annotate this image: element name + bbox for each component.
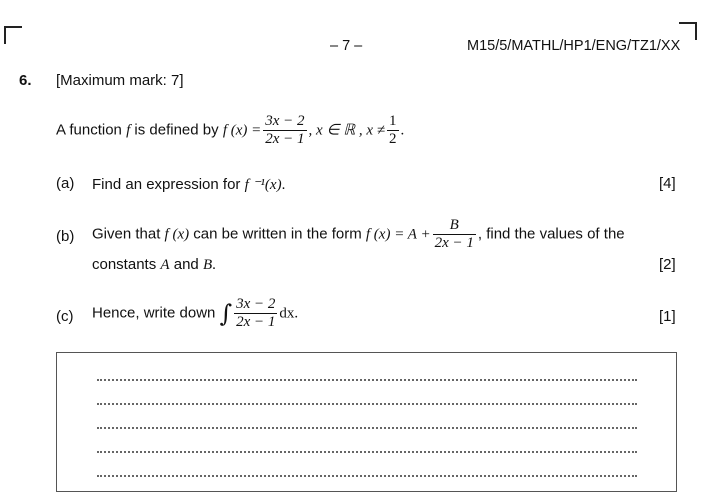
answer-line	[97, 427, 637, 429]
part-b-marks: [2]	[659, 256, 676, 273]
function-symbol: f	[126, 122, 131, 139]
part-c-denominator: 2x − 1	[236, 314, 276, 330]
half-numerator: 1	[389, 113, 397, 129]
crop-mark-top-right	[679, 22, 697, 40]
answer-box[interactable]	[56, 352, 677, 492]
part-b-and: and	[173, 256, 199, 273]
part-b-end: .	[212, 257, 216, 273]
part-b-line-1	[92, 217, 625, 252]
part-b-text-1: Given that	[92, 225, 161, 243]
function-fraction	[263, 113, 306, 148]
answer-line	[97, 451, 637, 453]
part-b-text-3: , find the values of the	[477, 225, 625, 243]
function-definition-lhs: f (x) =	[222, 122, 262, 139]
part-b-line-2	[92, 256, 216, 274]
part-b-numerator: B	[449, 217, 459, 233]
part-a-prompt: Find an expression for	[92, 176, 241, 193]
domain-condition: , x ∈ ℝ , x ≠	[308, 122, 386, 139]
answer-line	[97, 379, 637, 381]
constant-a: A	[160, 257, 170, 273]
part-b-fraction	[433, 217, 476, 252]
crop-mark-top-left	[4, 26, 22, 44]
part-b-fx: f (x)	[164, 226, 190, 243]
constant-b: B	[202, 257, 213, 273]
part-c-marks: [1]	[659, 308, 676, 325]
fraction-denominator: 2x − 1	[265, 131, 305, 147]
part-a-end: .	[281, 177, 286, 193]
part-a-text	[92, 175, 285, 194]
answer-line	[97, 475, 637, 477]
part-b-constants: constants	[92, 256, 157, 273]
question-intro	[56, 113, 404, 148]
answer-line	[97, 403, 637, 405]
part-c-prompt: Hence, write down	[92, 304, 216, 322]
intro-lead: A function	[56, 121, 122, 139]
maximum-mark: [Maximum mark: 7]	[56, 72, 184, 89]
differential-dx: dx	[279, 305, 295, 322]
part-c-label: (c)	[56, 308, 74, 325]
part-b-label: (b)	[56, 228, 75, 245]
intro-defined-by: is defined by	[134, 121, 219, 139]
part-b-denominator: 2x − 1	[434, 235, 474, 251]
page-number: – 7 –	[330, 38, 363, 54]
integral-sign: ∫	[219, 299, 233, 328]
part-c-fraction	[234, 296, 277, 331]
paper-code: M15/5/MATHL/HP1/ENG/TZ1/XX	[467, 38, 681, 54]
part-b-form-lhs: f (x) = A +	[365, 226, 431, 243]
inverse-function: f ⁻¹(x)	[244, 177, 282, 193]
half-fraction	[387, 113, 399, 148]
part-b-text-2: can be written in the form	[193, 225, 362, 243]
fraction-numerator: 3x − 2	[265, 113, 305, 129]
question-number: 6.	[19, 72, 32, 89]
part-a-label: (a)	[56, 175, 75, 192]
part-a-marks: [4]	[659, 175, 676, 192]
part-c-text	[92, 296, 298, 331]
part-c-end: .	[294, 305, 299, 322]
part-c-numerator: 3x − 2	[236, 296, 276, 312]
half-denominator: 2	[389, 131, 397, 147]
intro-end: .	[400, 122, 405, 139]
